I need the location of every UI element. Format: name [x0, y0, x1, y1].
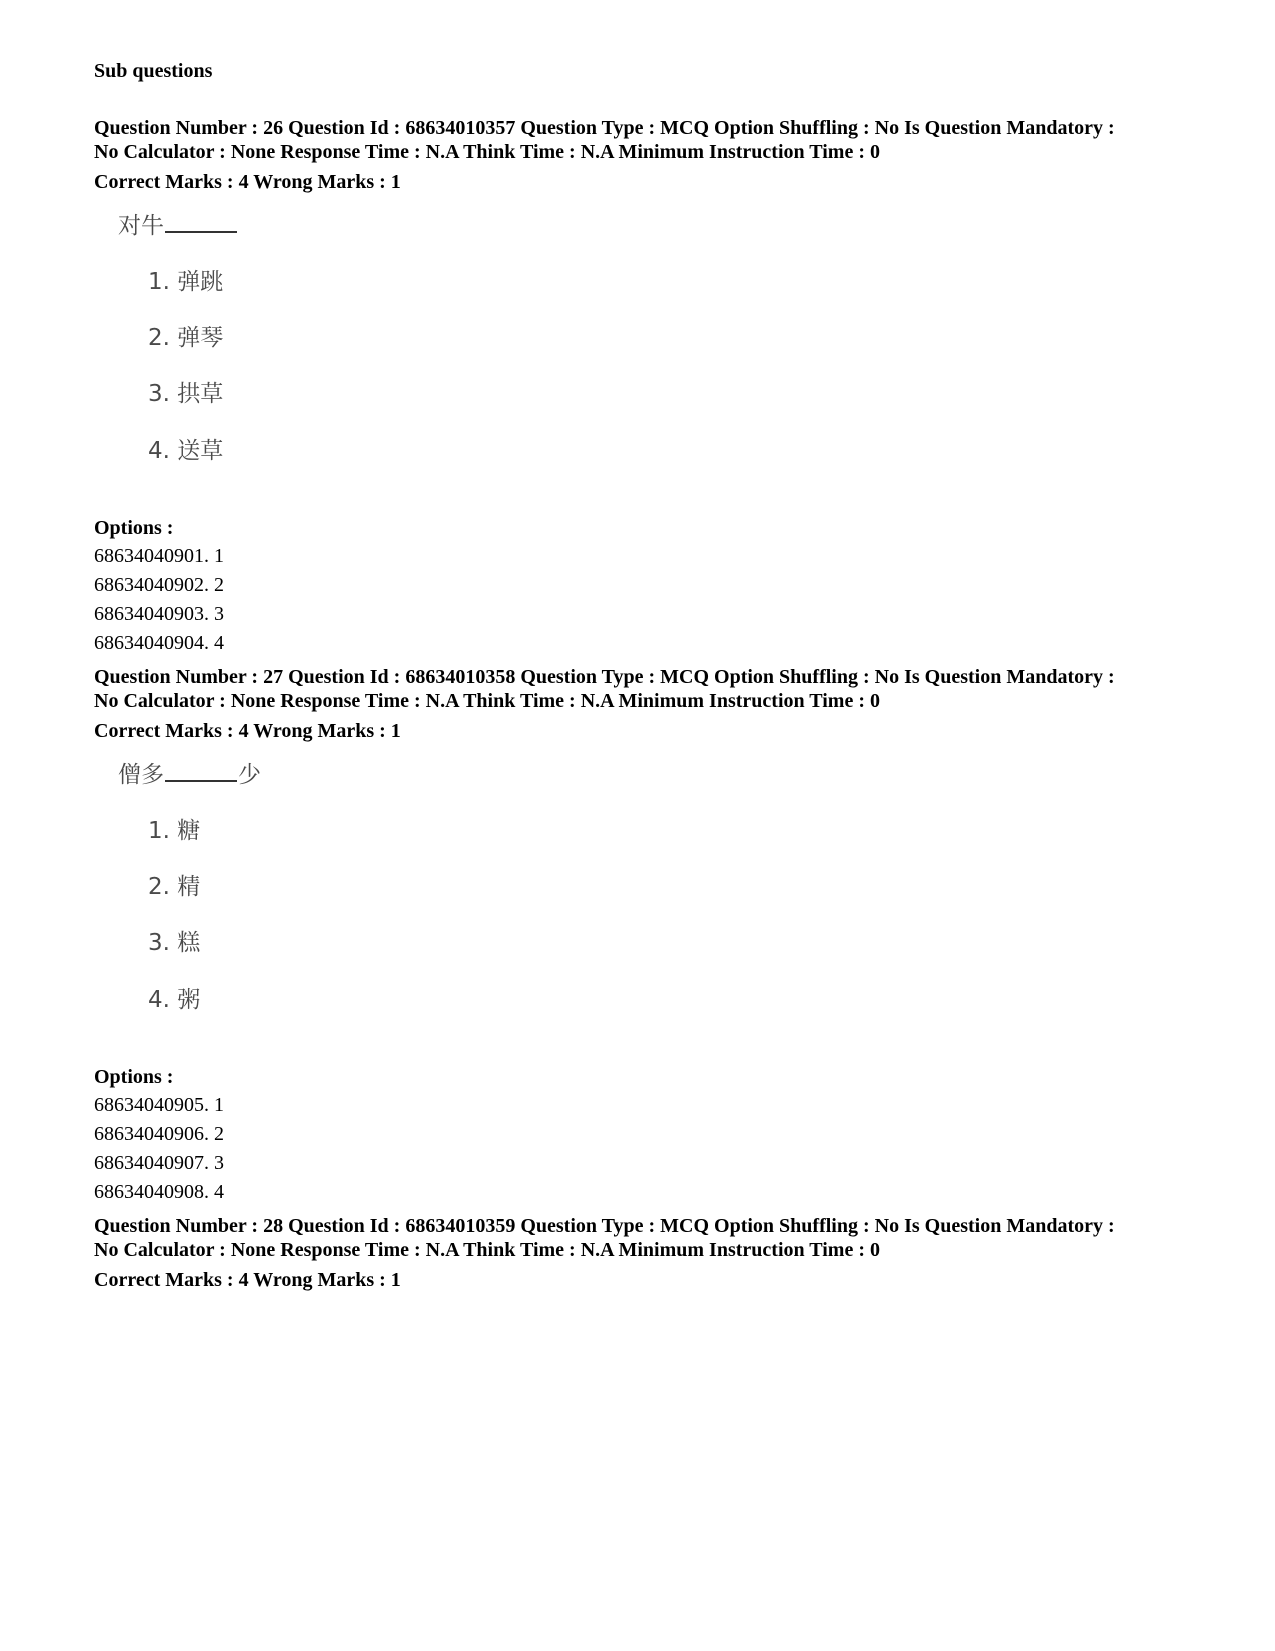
- question-stem: [118, 206, 238, 246]
- question-meta-line1: Question Number : 26 Question Id : 68634010357 Question Type : MCQ Option Shuffling : No Is Question Mandatory :: [94, 117, 1115, 139]
- question-block-27: [94, 665, 1214, 1207]
- fill-blank: [165, 756, 237, 782]
- choice-item: 3. 拱草: [148, 381, 224, 407]
- question-block-28: [94, 1214, 1214, 1292]
- option-row: 68634040906. 2: [94, 1123, 224, 1145]
- choice-item: 4. 粥: [148, 987, 201, 1013]
- stem-text-before: 对牛: [118, 213, 164, 239]
- fill-blank: [165, 207, 237, 233]
- question-block-26: [94, 116, 1214, 658]
- option-row: 68634040903. 3: [94, 603, 224, 625]
- option-row: 68634040908. 4: [94, 1181, 224, 1203]
- choice-item: 1. 弹跳: [148, 269, 224, 295]
- question-image: [94, 755, 1214, 1055]
- options-label: Options :: [94, 517, 174, 539]
- choice-item: 2. 弹琴: [148, 325, 224, 351]
- question-marks: Correct Marks : 4 Wrong Marks : 1: [94, 1269, 401, 1291]
- stem-text-after: 少: [238, 762, 261, 788]
- choice-item: 3. 糕: [148, 930, 201, 956]
- option-row: 68634040905. 1: [94, 1094, 224, 1116]
- choice-item: 1. 糖: [148, 818, 201, 844]
- question-stem: [118, 755, 261, 795]
- question-image: [94, 206, 1214, 506]
- option-row: 68634040904. 4: [94, 632, 224, 654]
- question-marks: Correct Marks : 4 Wrong Marks : 1: [94, 720, 401, 742]
- question-meta-line2: No Calculator : None Response Time : N.A Think Time : N.A Minimum Instruction Time : 0: [94, 1239, 880, 1261]
- choice-item: 2. 精: [148, 874, 201, 900]
- question-meta-line1: Question Number : 28 Question Id : 68634010359 Question Type : MCQ Option Shuffling : No Is Question Mandatory :: [94, 1215, 1115, 1237]
- question-meta-line1: Question Number : 27 Question Id : 68634010358 Question Type : MCQ Option Shuffling : No Is Question Mandatory :: [94, 666, 1115, 688]
- option-row: 68634040901. 1: [94, 545, 224, 567]
- choice-item: 4. 送草: [148, 438, 224, 464]
- option-row: 68634040902. 2: [94, 574, 224, 596]
- stem-text-before: 僧多: [118, 762, 164, 788]
- question-meta-line2: No Calculator : None Response Time : N.A Think Time : N.A Minimum Instruction Time : 0: [94, 690, 880, 712]
- question-meta-line2: No Calculator : None Response Time : N.A Think Time : N.A Minimum Instruction Time : 0: [94, 141, 880, 163]
- sub-questions-heading: Sub questions: [94, 60, 213, 82]
- question-marks: Correct Marks : 4 Wrong Marks : 1: [94, 171, 401, 193]
- options-label: Options :: [94, 1066, 174, 1088]
- option-row: 68634040907. 3: [94, 1152, 224, 1174]
